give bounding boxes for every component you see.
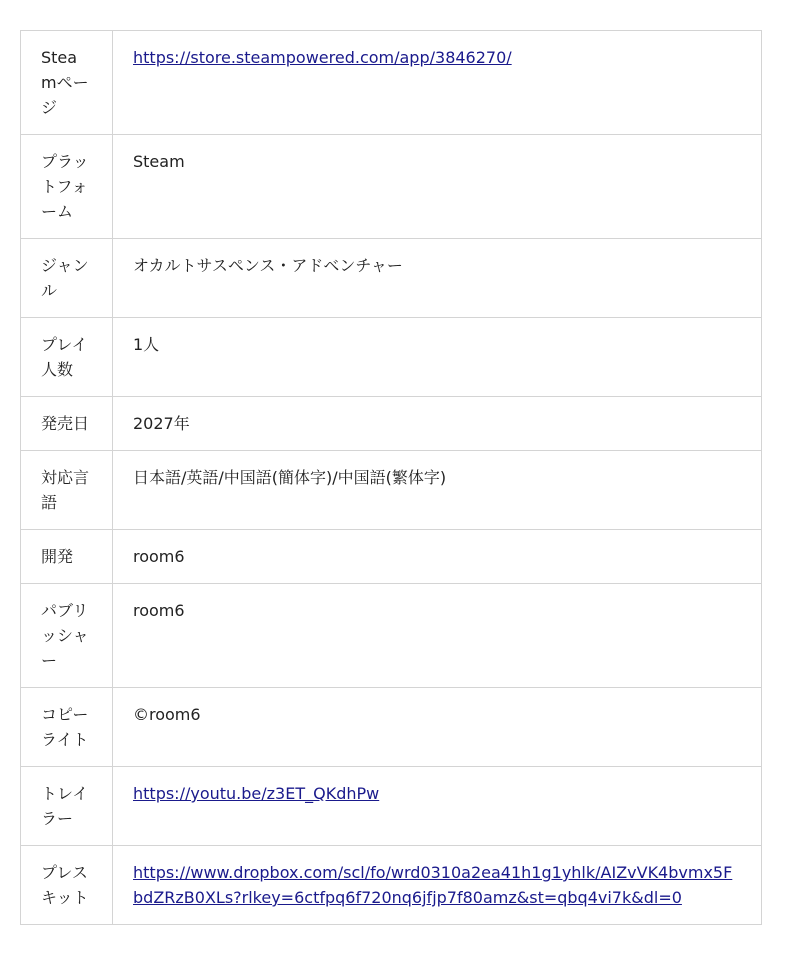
row-value-copyright: ©room6 <box>113 688 762 767</box>
table-row-genre <box>21 239 762 318</box>
row-label-trailer: トレイラー <box>21 767 113 846</box>
row-label-genre: ジャンル <box>21 239 113 318</box>
table-row-trailer <box>21 767 762 846</box>
table-row-developer <box>21 530 762 584</box>
row-value-platform: Steam <box>113 135 762 239</box>
table-row-platform <box>21 135 762 239</box>
table-row-release-date <box>21 397 762 451</box>
table-row-players <box>21 318 762 397</box>
trailer-link[interactable]: https://youtu.be/z3ET_QKdhPw <box>133 784 380 803</box>
row-label-languages: 対応言語 <box>21 451 113 530</box>
table-row-steam-page <box>21 31 762 135</box>
row-label-press-kit: プレスキット <box>21 846 113 925</box>
row-value-trailer <box>113 767 762 846</box>
table-row-languages <box>21 451 762 530</box>
row-label-players: プレイ人数 <box>21 318 113 397</box>
row-value-genre: オカルトサスペンス・アドベンチャー <box>113 239 762 318</box>
steam-page-link[interactable]: https://store.steampowered.com/app/3846270/ <box>133 48 512 67</box>
row-label-developer: 開発 <box>21 530 113 584</box>
game-info-table <box>20 30 762 925</box>
row-label-publisher: パブリッシャー <box>21 584 113 688</box>
row-value-publisher: room6 <box>113 584 762 688</box>
row-value-steam-page <box>113 31 762 135</box>
table-row-press-kit <box>21 846 762 925</box>
table-row-copyright <box>21 688 762 767</box>
row-value-press-kit <box>113 846 762 925</box>
row-value-languages: 日本語/英語/中国語(簡体字)/中国語(繁体字) <box>113 451 762 530</box>
row-value-release-date: 2027年 <box>113 397 762 451</box>
row-label-platform: プラットフォーム <box>21 135 113 239</box>
press-kit-link[interactable]: https://www.dropbox.com/scl/fo/wrd0310a2ea41h1g1yhlk/AIZvVK4bvmx5FbdZRzB0XLs?rlkey=6ctfpq6f720nq6jfjp7f80amz&st=qbq4vi7k&dl=0 <box>133 863 733 907</box>
table-row-publisher <box>21 584 762 688</box>
row-label-copyright: コピーライト <box>21 688 113 767</box>
row-label-steam-page: Steamページ <box>21 31 113 135</box>
row-value-developer: room6 <box>113 530 762 584</box>
row-label-release-date: 発売日 <box>21 397 113 451</box>
row-value-players: 1人 <box>113 318 762 397</box>
